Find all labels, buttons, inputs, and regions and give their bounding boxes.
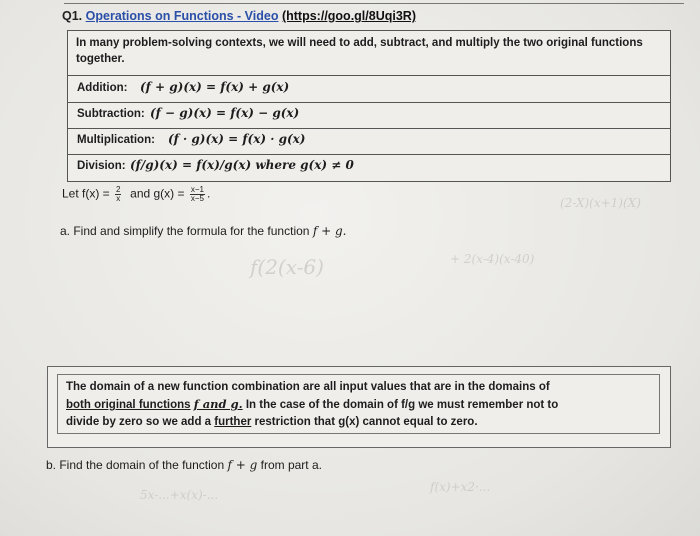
f-numerator: 2 [116,185,121,194]
operation-row-multiplication [68,128,670,155]
domain-info-inner [57,374,660,434]
operation-label: Multiplication: [77,134,155,146]
operations-info-box [67,30,671,182]
part-b-text: b. Find the domain of the function [46,458,225,472]
question-title [62,9,416,23]
part-b-expression: f + g [227,458,258,472]
operation-label: Division: [77,160,126,172]
domain-info-box [47,366,671,448]
g-fraction [190,186,205,203]
part-a-text: a. Find and simplify the formula for the function [60,224,310,238]
part-b-question [46,458,322,472]
operation-formula: (f/g)(x) = f(x)/g(x) where g(x) ≠ 0 [130,158,354,172]
domain-underlined-phrase: both original functions [66,399,191,411]
operation-label: Subtraction: [77,108,145,120]
domain-line-3-end: restriction that g(x) cannot equal to zero. [251,416,478,428]
bleed-through-scribble: (2-X)(x+1)(X) [560,196,641,210]
operation-row-subtraction [68,102,670,129]
f-fraction [115,186,121,203]
operation-row-division [68,154,670,180]
domain-line-3 [66,414,659,431]
g-numerator: x−1 [190,185,204,194]
domain-line-3-start: divide by zero so we add a [66,416,215,428]
info-intro: In many problem-solving contexts, we will need to add, subtract, and multiply the two original functions together. [68,31,671,76]
part-a-question [60,224,346,238]
part-a-expression: f + g. [312,224,347,238]
let-f-text: Let f(x) = [62,186,110,201]
operation-formula: (f · g)(x) = f(x) · g(x) [168,132,306,146]
operation-row-addition [68,76,670,103]
operation-formula: (f − g)(x) = f(x) − g(x) [150,106,300,120]
g-denominator: x−5 [190,194,204,203]
given-period: . [207,186,211,201]
bleed-through-scribble: + 2(x-4)(x-40) [450,252,535,266]
domain-line-2-rest: In the case of the domain of f/g we must remember not to [242,399,559,411]
bleed-through-scribble: f(2(x-6) [250,255,324,279]
video-link[interactable]: Operations on Functions - Video [85,9,279,23]
f-denominator: x [116,194,121,203]
part-b-suffix: from part a. [260,458,322,472]
domain-f-and-g: f and g. [193,397,243,411]
bleed-through-scribble: 5x-...+x(x)-... [140,488,219,502]
video-url[interactable]: (https://goo.gl/8Uqi3R) [281,9,416,23]
question-number: Q1. [62,9,83,23]
operation-label: Addition: [77,82,128,94]
header-rule [64,3,684,4]
and-g-text: and g(x) = [130,186,185,201]
domain-further-word: further [214,416,252,428]
operation-formula: (f + g)(x) = f(x) + g(x) [140,80,290,94]
given-functions [62,186,210,203]
domain-line-2 [66,396,659,414]
bleed-through-scribble: f(x)+x2·... [430,480,491,494]
domain-line-1: The domain of a new function combination are all input values that are in the domains of [66,381,550,393]
